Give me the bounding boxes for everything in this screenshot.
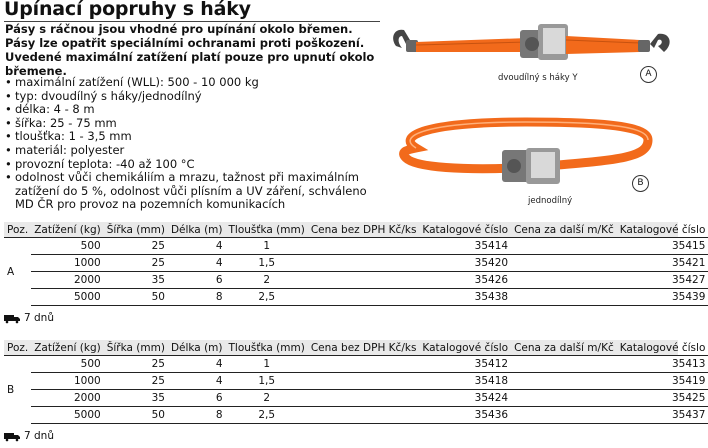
spec-item: • délka: 4 - 8 m [5, 103, 385, 117]
cell-length: 6 [168, 272, 226, 289]
ratchet-icon [520, 24, 568, 60]
table-row [4, 289, 708, 306]
marker-a: A [640, 66, 657, 83]
col-header: Poz. [4, 340, 31, 356]
cell-thickness: 2,5 [226, 407, 308, 424]
intro-text: Pásy s ráčnou jsou vhodné pro upínání okolo břemen. Pásy lze opatřit speciálními ochranami proti poškození. Uvedené maximální zatížení platí pouze pro upnutí okolo břemene. [5, 22, 375, 78]
cell-load: 500 [31, 356, 103, 373]
table-row [4, 356, 708, 373]
col-header: Katalogové číslo [617, 340, 708, 356]
marker-b: B [632, 175, 649, 192]
col-header: Katalogové číslo [419, 222, 511, 238]
cell-catalog-extra: 35437 [617, 407, 708, 424]
col-header: Zatížení (kg) [31, 340, 103, 356]
cell-width: 50 [104, 407, 168, 424]
col-header: Tloušťka (mm) [226, 222, 308, 238]
cell-catalog: 35438 [419, 289, 511, 306]
spec-item: • maximální zatížení (WLL): 500 - 10 000 kg [5, 76, 385, 90]
cell-thickness: 2 [226, 272, 308, 289]
delivery-b [4, 430, 54, 442]
table-header-row [4, 222, 708, 238]
pos-cell: B [7, 383, 15, 396]
cell-length: 4 [168, 238, 226, 255]
pos-cell: A [7, 265, 15, 278]
illustration-caption-b: jednodílný [528, 196, 573, 206]
cell-load: 1000 [31, 255, 103, 272]
cell-price-per-m [511, 272, 617, 289]
cell-catalog: 35436 [419, 407, 511, 424]
col-header: Délka (m) [168, 222, 226, 238]
cell-length: 8 [168, 289, 226, 306]
cell-width: 25 [104, 373, 168, 390]
col-header: Cena za další m/Kč [511, 222, 617, 238]
ratchet-icon [502, 148, 560, 184]
spec-item: • tloušťka: 1 - 3,5 mm [5, 130, 385, 144]
col-header: Cena bez DPH Kč/ks [308, 340, 420, 356]
col-header: Tloušťka (mm) [226, 340, 308, 356]
col-header: Cena za další m/Kč [511, 340, 617, 356]
cell-catalog: 35412 [419, 356, 511, 373]
hook-right-icon [650, 34, 670, 52]
col-header: Katalogové číslo [419, 340, 511, 356]
cell-load: 1000 [31, 373, 103, 390]
cell-catalog-extra: 35425 [617, 390, 708, 407]
cell-price-per-m [511, 289, 617, 306]
table-header-row [4, 340, 708, 356]
cell-price [308, 373, 420, 390]
cell-length: 8 [168, 407, 226, 424]
cell-catalog: 35420 [419, 255, 511, 272]
spec-list [5, 76, 385, 212]
cell-load: 500 [31, 238, 103, 255]
spec-item: • typ: dvoudílný s háky/jednodílný [5, 90, 385, 104]
cell-price [308, 407, 420, 424]
truck-icon [4, 314, 20, 323]
cell-catalog: 35418 [419, 373, 511, 390]
cell-length: 6 [168, 390, 226, 407]
cell-price-per-m [511, 255, 617, 272]
cell-catalog-extra: 35427 [617, 272, 708, 289]
delivery-time: 7 dnů [24, 312, 54, 324]
cell-length: 4 [168, 373, 226, 390]
cell-thickness: 2,5 [226, 289, 308, 306]
cell-catalog-extra: 35421 [617, 255, 708, 272]
delivery-a [4, 312, 54, 324]
truck-icon [4, 432, 20, 441]
cell-load: 5000 [31, 407, 103, 424]
cell-price-per-m [511, 373, 617, 390]
cell-load: 5000 [31, 289, 103, 306]
cell-width: 25 [104, 356, 168, 373]
cell-price [308, 289, 420, 306]
cell-price [308, 238, 420, 255]
table-row [4, 390, 708, 407]
cell-load: 2000 [31, 272, 103, 289]
cell-price-per-m [511, 356, 617, 373]
table-row [4, 373, 708, 390]
cell-width: 50 [104, 289, 168, 306]
cell-width: 25 [104, 238, 168, 255]
cell-thickness: 1,5 [226, 373, 308, 390]
col-header: Katalogové číslo [617, 222, 708, 238]
table-row [4, 407, 708, 424]
cell-catalog: 35424 [419, 390, 511, 407]
cell-thickness: 1 [226, 356, 308, 373]
cell-price-per-m [511, 407, 617, 424]
table-a [4, 222, 708, 306]
table-row [4, 272, 708, 289]
spec-item: • šířka: 25 - 75 mm [5, 117, 385, 131]
col-header: Délka (m) [168, 340, 226, 356]
hook-right-link-icon [638, 40, 650, 52]
cell-width: 25 [104, 255, 168, 272]
cell-length: 4 [168, 356, 226, 373]
table-row [4, 255, 708, 272]
spec-item: • provozní teplota: -40 až 100 °C [5, 158, 385, 172]
col-header: Šířka (mm) [104, 222, 168, 238]
cell-catalog: 35426 [419, 272, 511, 289]
cell-thickness: 1 [226, 238, 308, 255]
cell-thickness: 2 [226, 390, 308, 407]
strap-long-segment [566, 36, 640, 54]
strap-two-part-illustration [388, 18, 678, 76]
col-header: Šířka (mm) [104, 340, 168, 356]
cell-price [308, 390, 420, 407]
cell-catalog-extra: 35415 [617, 238, 708, 255]
cell-load: 2000 [31, 390, 103, 407]
spec-item: • materiál: polyester [5, 144, 385, 158]
table-b [4, 340, 708, 424]
cell-price [308, 272, 420, 289]
cell-width: 35 [104, 272, 168, 289]
cell-price [308, 255, 420, 272]
illustration-caption-a: dvoudílný s háky Y [498, 73, 578, 83]
col-header: Cena bez DPH Kč/ks [308, 222, 420, 238]
page-title: Upínací popruhy s háky [4, 0, 251, 20]
col-header: Poz. [4, 222, 31, 238]
table-row [4, 238, 708, 255]
cell-catalog: 35414 [419, 238, 511, 255]
spec-item: • odolnost vůči chemikáliím a mrazu, tažnost při maximálním zatížení do 5 %, odolnost vůči plísním a UV záření, schváleno MD ČR pro provoz na pozemních komunikacích [5, 171, 385, 212]
cell-price-per-m [511, 390, 617, 407]
col-header: Zatížení (kg) [31, 222, 103, 238]
cell-thickness: 1,5 [226, 255, 308, 272]
cell-price-per-m [511, 238, 617, 255]
delivery-time: 7 dnů [24, 430, 54, 442]
cell-price [308, 356, 420, 373]
cell-catalog-extra: 35419 [617, 373, 708, 390]
cell-catalog-extra: 35439 [617, 289, 708, 306]
cell-width: 35 [104, 390, 168, 407]
strap-one-part-illustration [386, 118, 654, 198]
cell-catalog-extra: 35413 [617, 356, 708, 373]
cell-length: 4 [168, 255, 226, 272]
